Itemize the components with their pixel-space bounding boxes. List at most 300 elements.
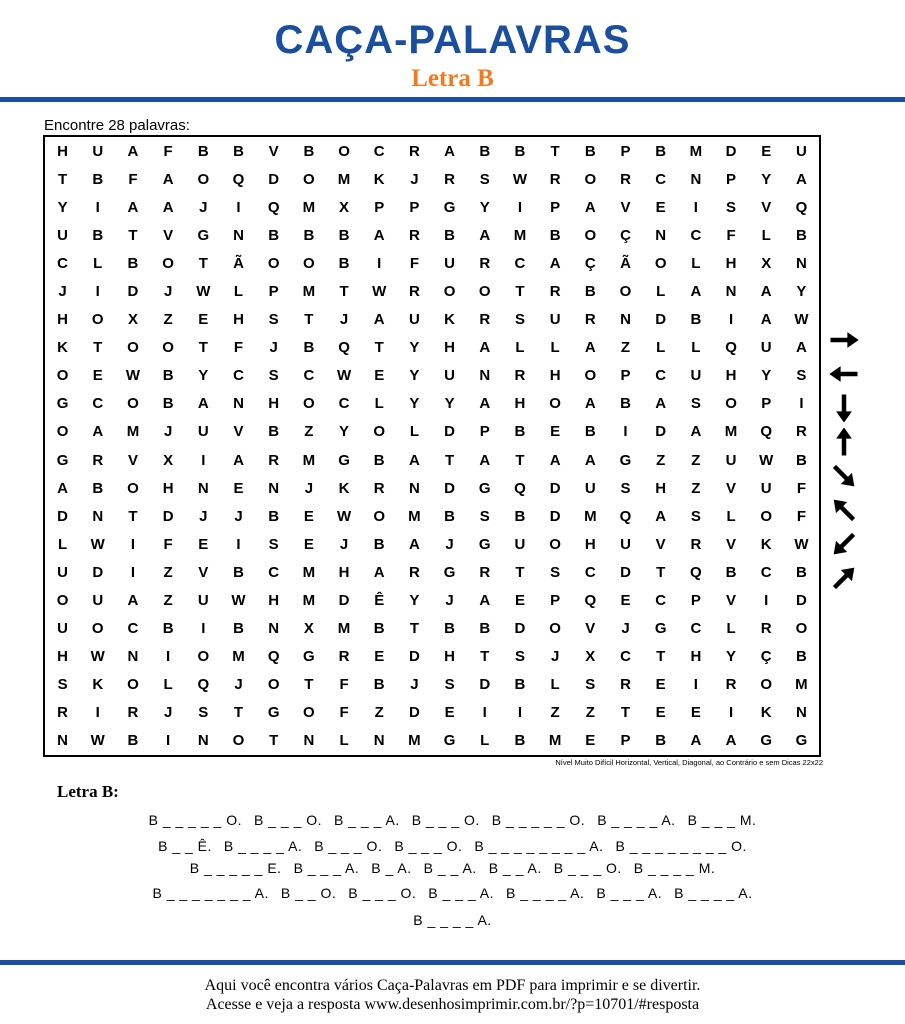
word-hint: B _ _ _ O. xyxy=(553,860,622,876)
grid-letter: M xyxy=(302,563,316,581)
grid-letter: A xyxy=(373,226,385,244)
grid-letter: R xyxy=(479,254,491,272)
header-divider xyxy=(0,97,905,102)
word-hint-line xyxy=(0,859,905,877)
grid-letter: A xyxy=(725,732,737,750)
grid-letter: M xyxy=(232,648,245,666)
grid-letter: U xyxy=(57,620,68,638)
word-hint: B _ _ _ _ A. xyxy=(597,812,676,828)
grid-letter: J xyxy=(410,170,419,188)
grid-letter: Z xyxy=(163,311,173,329)
grid-letter: H xyxy=(549,367,561,385)
grid-letter: Z xyxy=(691,451,701,469)
grid-letter: A xyxy=(655,507,667,525)
grid-letter: B xyxy=(795,648,807,666)
grid-letter: Q xyxy=(338,339,350,357)
grid-letter: D xyxy=(57,507,68,525)
grid-letter: J xyxy=(199,507,208,525)
grid-letter: F xyxy=(409,254,419,272)
grid-letter: F xyxy=(726,226,736,244)
grid-letter: R xyxy=(444,170,455,188)
grid-letter: O xyxy=(303,254,315,272)
grid-letter: R xyxy=(760,620,772,638)
grid-letter: D xyxy=(549,479,561,497)
grid-letter: W xyxy=(196,282,211,300)
grid-letter: I xyxy=(201,451,206,469)
word-hint: B _ _ Ê. xyxy=(158,838,212,854)
grid-letter: L xyxy=(761,226,771,244)
grid-letter: R xyxy=(408,142,420,160)
grid-letter: O xyxy=(795,620,808,638)
grid-letter: O xyxy=(197,170,210,188)
grid-letter: V xyxy=(726,479,737,497)
grid-letter: A xyxy=(584,339,596,357)
grid-letter: R xyxy=(127,704,139,722)
grid-letter: N xyxy=(197,732,209,750)
grid-letter: T xyxy=(128,226,138,244)
grid-letter: O xyxy=(373,423,386,441)
grid-letter: L xyxy=(550,676,560,694)
grid-letter: W xyxy=(759,451,774,469)
grid-letter: U xyxy=(444,367,455,385)
grid-letter: N xyxy=(303,732,315,750)
grid-letter: B xyxy=(92,479,104,497)
grid-letter: B xyxy=(268,423,280,441)
grid-letter: B xyxy=(373,620,385,638)
grid-letter: U xyxy=(408,311,420,329)
grid-letter: N xyxy=(197,479,209,497)
grid-letter: Z xyxy=(304,423,314,441)
grid-letter: Ê xyxy=(374,591,385,609)
grid-letter: J xyxy=(234,507,243,525)
grid-letter: C xyxy=(690,226,702,244)
grid-letter: M xyxy=(513,226,527,244)
grid-letter: O xyxy=(584,367,597,385)
grid-letter: B xyxy=(690,311,702,329)
grid-letter: R xyxy=(795,423,807,441)
grid-letter: O xyxy=(127,395,139,413)
grid-letter: G xyxy=(443,198,456,216)
grid-letter: F xyxy=(796,479,806,497)
grid-letter: B xyxy=(725,563,737,581)
grid-letter: I xyxy=(517,704,523,722)
word-hint: B _ _ _ O. xyxy=(394,838,463,854)
grid-letter: U xyxy=(57,563,68,581)
word-hint: B _ _ _ _ M. xyxy=(633,860,716,876)
grid-letter: P xyxy=(620,367,631,385)
grid-letter: O xyxy=(760,507,773,525)
grid-letter: A xyxy=(92,423,104,441)
grid-letter: W xyxy=(336,367,352,385)
grid-letter: C xyxy=(760,563,772,581)
grid-letter: B xyxy=(303,142,315,160)
grid-letter: R xyxy=(373,479,385,497)
grid-letter: R xyxy=(514,367,526,385)
grid-letter: B xyxy=(655,142,667,160)
grid-letter: A xyxy=(795,170,807,188)
grid-letter: N xyxy=(690,170,702,188)
grid-letter: B xyxy=(795,451,807,469)
grid-letter: S xyxy=(690,507,701,525)
grid-letter: Y xyxy=(409,395,420,413)
grid-letter: Y xyxy=(444,395,455,413)
grid-letter: C xyxy=(233,367,244,385)
grid-letter: Z xyxy=(374,704,384,722)
word-hint: B _ _ _ _ _ _ _ _ A. xyxy=(474,838,604,854)
grid-letter: X xyxy=(585,648,596,666)
grid-letter: L xyxy=(58,535,68,553)
grid-letter: D xyxy=(620,563,631,581)
word-hint: B _ _ _ A. xyxy=(293,860,360,876)
grid-letter: H xyxy=(655,479,667,497)
grid-letter: G xyxy=(654,620,667,638)
grid-letter: A xyxy=(584,198,596,216)
word-hint: B _ _ _ _ _ O. xyxy=(491,812,586,828)
word-hint: B _ _ _ _ A. xyxy=(506,885,585,901)
grid-letter: M xyxy=(302,451,316,469)
grid-letter: A xyxy=(408,535,420,553)
grid-letter: N xyxy=(57,732,68,750)
grid-letter: A xyxy=(373,563,385,581)
grid-letter: F xyxy=(796,507,806,525)
word-hint: B _ _ _ A. xyxy=(596,885,663,901)
grid-letter: J xyxy=(163,423,173,441)
grid-letter: E xyxy=(374,367,385,385)
grid-letter: V xyxy=(726,535,737,553)
grid-letter: G xyxy=(619,451,632,469)
grid-letter: O xyxy=(549,620,561,638)
word-hint: B _ _ _ O. xyxy=(348,885,417,901)
grid-letter: L xyxy=(691,339,701,357)
grid-letter: E xyxy=(655,198,666,216)
grid-letter: W xyxy=(231,591,246,609)
grid-letter: D xyxy=(655,311,667,329)
grid-letter: P xyxy=(620,732,631,750)
grid-letter: H xyxy=(268,395,280,413)
grid-letter: T xyxy=(409,620,419,638)
grid-letter: Y xyxy=(339,423,350,441)
word-hint-line xyxy=(0,884,905,902)
direction-arrows xyxy=(826,326,866,598)
grid-letter: P xyxy=(479,423,490,441)
grid-letter: W xyxy=(336,507,352,525)
grid-letter: P xyxy=(268,282,279,300)
grid-letter: A xyxy=(373,311,385,329)
grid-letter: G xyxy=(760,732,773,750)
grid-letter: S xyxy=(444,676,455,694)
grid-letter: D xyxy=(162,507,174,525)
grid-letter: E xyxy=(198,311,209,329)
grid-letter: A xyxy=(690,732,702,750)
grid-letter: T xyxy=(339,282,349,300)
grid-letter: B xyxy=(479,142,491,160)
grid-letter: A xyxy=(479,395,491,413)
grid-letter: K xyxy=(92,676,104,694)
grid-letter: E xyxy=(620,591,631,609)
grid-letter: T xyxy=(515,563,525,581)
grid-letter: R xyxy=(408,226,420,244)
grid-letter: V xyxy=(268,142,279,160)
grid-letter: I xyxy=(764,591,769,609)
grid-letter: T xyxy=(304,676,314,694)
grid-letter: B xyxy=(373,535,385,553)
grid-letter: B xyxy=(514,732,526,750)
arrow-left-icon xyxy=(826,360,862,388)
grid-letter: B xyxy=(444,226,455,244)
word-hint: B _ _ _ _ A. xyxy=(223,838,303,854)
grid-letter: J xyxy=(445,591,454,609)
grid-letter: R xyxy=(268,451,280,469)
grid-letter: Y xyxy=(409,367,420,385)
grid-letter: M xyxy=(548,732,562,750)
grid-letter: A xyxy=(655,395,667,413)
grid-letter: K xyxy=(760,535,772,553)
grid-letter: R xyxy=(408,282,420,300)
grid-letter: T xyxy=(233,704,244,722)
grid-letter: A xyxy=(127,591,139,609)
grid-letter: A xyxy=(760,282,772,300)
grid-letter: C xyxy=(620,648,631,666)
grid-letter: H xyxy=(338,563,350,581)
arrow-up-right-icon xyxy=(826,564,862,592)
grid-letter: M xyxy=(126,423,140,441)
grid-letter: S xyxy=(479,170,490,188)
grid-letter: B xyxy=(795,226,807,244)
grid-letter: V xyxy=(585,620,596,638)
grid-letter: W xyxy=(90,535,105,553)
grid-letter: H xyxy=(690,648,702,666)
grid-letter: U xyxy=(514,535,526,553)
grid-letter: L xyxy=(550,339,560,357)
grid-letter: Q xyxy=(267,648,280,666)
grid-letter: M xyxy=(302,198,316,216)
grid-letter: B xyxy=(549,226,561,244)
grid-letter: U xyxy=(690,367,702,385)
grid-letter: O xyxy=(127,339,139,357)
grid-letter: I xyxy=(728,704,734,722)
grid-letter: O xyxy=(91,311,104,329)
grid-letter: T xyxy=(656,563,666,581)
word-hint: B _ _ _ O. xyxy=(314,838,383,854)
grid-letter: U xyxy=(760,479,772,497)
grid-letter: L xyxy=(656,339,666,357)
grid-letter: O xyxy=(127,676,139,694)
arrow-up-left-icon xyxy=(826,496,862,524)
grid-letter: O xyxy=(619,282,632,300)
grid-letter: X xyxy=(127,311,138,329)
grid-letter: N xyxy=(408,479,420,497)
grid-letter: S xyxy=(585,676,596,694)
grid-letter: H xyxy=(444,339,455,357)
grid-letter: O xyxy=(373,507,386,525)
grid-letter: B xyxy=(795,563,807,581)
grid-letter: I xyxy=(166,648,171,666)
grid-letter: C xyxy=(268,563,280,581)
grid-letter: U xyxy=(725,451,737,469)
grid-letter: T xyxy=(620,704,631,722)
grid-letter: I xyxy=(236,198,241,216)
grid-letter: B xyxy=(444,620,455,638)
grid-letter: B xyxy=(303,339,315,357)
grid-letter: M xyxy=(724,423,738,441)
grid-letter: O xyxy=(443,282,456,300)
grid-letter: O xyxy=(56,591,69,609)
grid-letter: I xyxy=(693,198,698,216)
grid-letter: L xyxy=(726,507,736,525)
grid-letter: B xyxy=(514,423,526,441)
grid-letter: M xyxy=(408,507,421,525)
grid-letter: L xyxy=(374,395,384,413)
grid-letter: I xyxy=(95,704,100,722)
grid-letter: I xyxy=(236,535,241,553)
grid-letter: D xyxy=(514,620,526,638)
grid-letter: O xyxy=(654,254,667,272)
grid-letter: L xyxy=(233,282,244,300)
grid-letter: I xyxy=(95,198,100,216)
grid-letter: G xyxy=(197,226,210,244)
grid-letter: W xyxy=(372,282,387,300)
grid-letter: A xyxy=(584,395,596,413)
page-subtitle: Letra B xyxy=(411,65,494,92)
word-hint: B _ _ _ _ A. xyxy=(674,885,753,901)
grid-letter: R xyxy=(549,170,561,188)
grid-letter: A xyxy=(408,451,420,469)
grid-letter: N xyxy=(233,395,244,413)
grid-letter: A xyxy=(444,142,455,160)
grid-letter: C xyxy=(690,620,702,638)
grid-letter: H xyxy=(57,648,68,666)
grid-letter: A xyxy=(690,282,702,300)
grid-letter: R xyxy=(549,282,561,300)
grid-letter: A xyxy=(57,479,68,497)
grid-letter: L xyxy=(726,620,736,638)
grid-letter: T xyxy=(93,339,103,357)
grid-letter: C xyxy=(338,395,350,413)
grid-letter: B xyxy=(584,423,596,441)
grid-letter: S xyxy=(796,367,807,385)
grid-letter: Y xyxy=(479,198,490,216)
grid-letter: I xyxy=(482,704,487,722)
grid-letter: C xyxy=(303,367,315,385)
grid-letter: K xyxy=(760,704,772,722)
grid-letter: I xyxy=(130,535,136,553)
grid-letter: N xyxy=(92,507,104,525)
grid-letter: E xyxy=(303,535,314,553)
grid-letter: P xyxy=(409,198,420,216)
grid-letter: O xyxy=(162,339,174,357)
grid-letter: O xyxy=(303,170,315,188)
word-list-heading: Letra B: xyxy=(57,782,119,801)
grid-letter: G xyxy=(267,704,280,722)
grid-letter: Q xyxy=(232,170,245,188)
grid-letter: G xyxy=(795,732,808,750)
grid-letter: X xyxy=(761,254,772,272)
page-title: CAÇA-PALAVRAS xyxy=(274,18,631,62)
grid-letter: L xyxy=(163,676,173,694)
grid-letter: V xyxy=(620,198,631,216)
grid-letter: B xyxy=(655,732,667,750)
grid-letter: D xyxy=(444,423,455,441)
grid-letter: D xyxy=(479,676,491,694)
grid-letter: K xyxy=(338,479,350,497)
grid-letter: I xyxy=(166,732,171,750)
grid-letter: B xyxy=(127,732,139,750)
grid-letter: O xyxy=(584,226,597,244)
grid-letter: U xyxy=(92,142,104,160)
grid-letter: A xyxy=(479,591,491,609)
grid-letter: R xyxy=(408,563,420,581)
grid-letter: S xyxy=(268,535,279,553)
grid-letter: B xyxy=(373,451,385,469)
grid-letter: U xyxy=(197,591,209,609)
footer-link-text[interactable]: Acesse e veja a resposta www.desenhosimprimir.com.br/?p=10701/#resposta xyxy=(205,996,700,1013)
grid-letter: O xyxy=(725,395,737,413)
grid-letter: A xyxy=(162,170,174,188)
word-hint: B _ _ _ _ _ _ _ A. xyxy=(152,885,269,901)
grid-letter: B xyxy=(479,620,491,638)
grid-letter: H xyxy=(57,142,68,160)
grid-letter: O xyxy=(91,620,104,638)
grid-letter: W xyxy=(794,535,809,553)
grid-letter: M xyxy=(337,170,351,188)
grid-letter: S xyxy=(514,311,525,329)
grid-letter: L xyxy=(409,423,419,441)
grid-letter: Q xyxy=(514,479,526,497)
grid-letter: K xyxy=(57,339,68,357)
grid-letter: Y xyxy=(409,591,420,609)
grid-letter: M xyxy=(302,282,316,300)
grid-letter: Q xyxy=(197,676,210,694)
grid-letter: Z xyxy=(656,451,666,469)
grid-letter: Q xyxy=(760,423,773,441)
grid-letter: T xyxy=(198,339,208,357)
grid-letter: N xyxy=(373,732,385,750)
grid-letter: O xyxy=(760,676,773,694)
grid-letter: C xyxy=(655,367,667,385)
grid-letter: R xyxy=(620,676,631,694)
grid-letter: T xyxy=(550,142,560,160)
word-hint: B _ _ A. xyxy=(488,860,542,876)
grid-letter: B xyxy=(92,170,104,188)
grid-letter: D xyxy=(408,704,420,722)
grid-letter: A xyxy=(127,198,139,216)
grid-letter: R xyxy=(620,170,631,188)
grid-letter: B xyxy=(162,367,174,385)
grid-letter: Ã xyxy=(233,254,244,272)
grid-letter: U xyxy=(92,591,104,609)
grid-letter: G xyxy=(443,732,456,750)
grid-letter: I xyxy=(130,563,136,581)
grid-letter: H xyxy=(57,311,68,329)
grid-letter: T xyxy=(304,311,314,329)
grid-letter: C xyxy=(655,591,667,609)
grid-letter: D xyxy=(127,282,139,300)
grid-letter: Z xyxy=(163,591,173,609)
grid-letter: X xyxy=(339,198,350,216)
word-hint: B _ _ _ _ _ _ _ _ O. xyxy=(615,838,747,854)
grid-letter: A xyxy=(479,339,491,357)
grid-letter: Q xyxy=(725,339,737,357)
grid-letter: I xyxy=(95,282,100,300)
grid-letter: T xyxy=(515,451,525,469)
grid-letter: E xyxy=(233,479,244,497)
grid-letter: V xyxy=(233,423,244,441)
grid-letter: T xyxy=(198,254,208,272)
grid-letter: S xyxy=(726,198,737,216)
grid-letter: N xyxy=(233,226,244,244)
grid-letter: B xyxy=(197,142,209,160)
grid-letter: I xyxy=(799,395,804,413)
